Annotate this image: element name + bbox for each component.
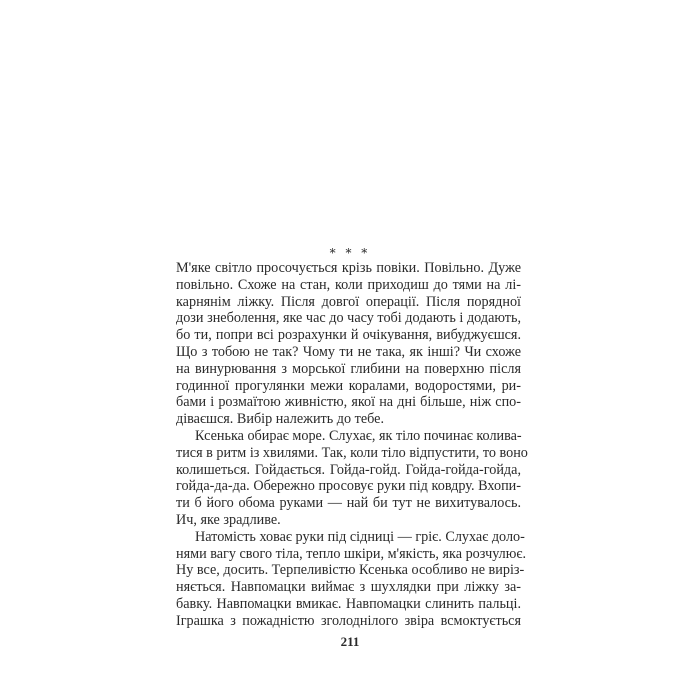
text-line: бавку. Навпомацки вмикає. Навпомацки слинить пальці. [176, 595, 521, 612]
text-line: ти б його обома руками — най би тут не вихитувалось. [176, 495, 521, 512]
text-line: Іграшка з пожадністю зголоднілого звіра всмоктується [176, 612, 521, 629]
paragraph [176, 427, 528, 529]
text-line: няється. Навпомацки виймає з шухлядки при ліжку за- [176, 579, 521, 596]
text-line: бо ти, попри всі розрахунки й очікування, вибуджуєшся. [176, 327, 521, 344]
text-line: М'яке світло просочується крізь повіки. Повільно. Дуже [176, 260, 521, 276]
text-line: Натомість ховає руки під сідниці — гріє. Слухає доло- [195, 528, 525, 545]
text-line: повільно. Схоже на стан, коли приходиш до тями на лі- [176, 276, 521, 293]
text-line: на винурювання з морської глибини на поверхню після [176, 360, 521, 377]
text-line: годинної прогулянки межи коралами, водоростями, ри- [176, 377, 521, 394]
text-line: Ну все, досить. Терпеливістю Ксенька особливо не виріз- [176, 562, 525, 579]
text-line: Що з тобою не так? Чому ти не така, як інші? Чи схоже [176, 343, 521, 360]
section-separator: * * * [329, 246, 371, 260]
text-line: Ксенька обирає море. Слухає, як тіло починає колива- [195, 427, 522, 444]
text-line: дози знеболення, яке час до часу тобі додають і додають, [176, 310, 521, 327]
text-line: Ич, яке зрадливе. [176, 511, 281, 528]
text-line: колишеться. Гойдається. Гойда-гойд. Гойда-гойда-гойда, [176, 461, 521, 478]
text-line: карнянім ліжку. Після довгої операції. Після порядної [176, 293, 521, 310]
text-line: діваєшся. Вибір належить до тебе. [176, 411, 384, 428]
text-line: тися в ритм із хвилями. Так, коли тіло відпустити, то воно [176, 444, 528, 461]
body-text [176, 260, 528, 630]
text-line: гойда-да-да. Обережно просовує руки під ковдру. Вхопи- [176, 478, 521, 495]
page-number: 211 [340, 634, 360, 649]
text-line: нями вагу свого тіла, тепло шкіри, м'якість, яка розчулює. [176, 545, 526, 562]
paragraph [176, 528, 526, 630]
text-line: бами і розмаїтою живністю, якої на дні більше, ніж спо- [176, 394, 521, 411]
paragraph [176, 260, 521, 428]
